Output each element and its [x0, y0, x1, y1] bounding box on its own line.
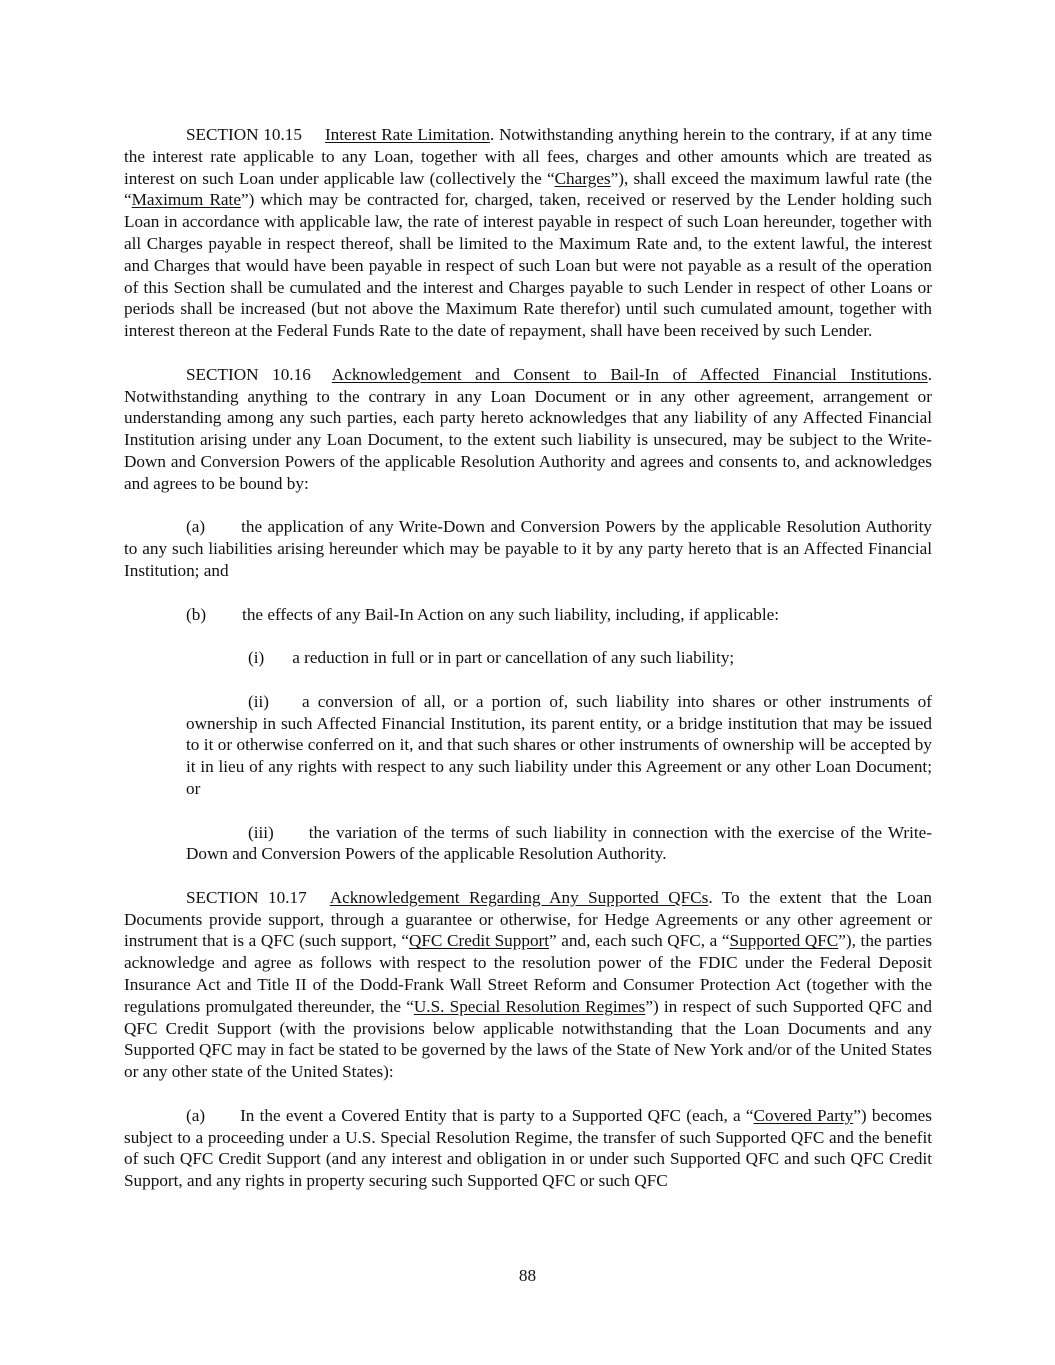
section-number: SECTION 10.15	[186, 125, 302, 144]
clause-b: (b) the effects of any Bail-In Action on any such liability, including, if applicable:	[186, 604, 780, 624]
section-10-16: SECTION 10.16 Acknowledgement and Consent to Bail-In of Affected Financial Institutions. Notwithstanding anything to the contrary in any Loan Document or in any other agreement, arrangement or understanding among any such parties, each party hereto acknowledges that any liability of any Affected Financial Institution arising under any Loan Document, to the extent such liability is unsecured, may be subject to the Write-Down and Conversion Powers of the applicable Resolution Authority and agrees and consents to, and acknowledges and agrees to be bound by:	[124, 364, 932, 493]
defined-term: QFC Credit Support	[408, 931, 550, 951]
section-title: Acknowledgement Regarding Any Supported QFCs	[329, 887, 709, 907]
defined-term: Supported QFC	[729, 931, 839, 951]
clause-iii: (iii) the variation of the terms of such liability in connection with the exercise of the Write-Down and Conversion Powers of the applicable Resolution Authority.	[186, 822, 932, 864]
defined-term: Maximum Rate	[131, 190, 241, 210]
clause-label: (i)	[248, 648, 265, 668]
section-10-17: SECTION 10.17 Acknowledgement Regarding Any Supported QFCs. To the extent that the Loan Documents provide support, through a guarantee or otherwise, for Hedge Agreements or any other agreement or instrument that is a QFC (such support, “QFC Credit Support” and, each such QFC, a “Supported QFC”), the parties acknowledge and agree as follows with respect to the resolution power of the FDIC under the Federal Deposit Insurance Act and Title II of the Dodd-Frank Wall Street Reform and Consumer Protection Act (together with the regulations promulgated thereunder, the “U.S. Special Resolution Regimes”) in respect of such Supported QFC and QFC Credit Support (with the provisions below applicable notwithstanding that the Loan Documents and any Supported QFC may in fact be stated to be governed by the laws of the State of New York and/or of the United States or any other state of the United States):	[124, 887, 933, 1082]
defined-term: Charges	[554, 168, 611, 188]
defined-term: U.S. Special Resolution Regimes	[413, 996, 646, 1016]
section-title: Acknowledgement and Consent to Bail-In of Affected Financial Institutions	[331, 364, 928, 384]
page-number: 88	[518, 1266, 537, 1285]
section-10-17-clause-a: (a) In the event a Covered Entity that is party to a Supported QFC (each, a “Covered Party”) becomes subject to a proceeding under a U.S. Special Resolution Regime, the transfer of such Supported QFC and the benefit of such QFC Credit Support (and any interest and obligation in or under such Supported QFC and such QFC Credit Support, and any rights in property securing such Supported QFC or such QFC	[124, 1105, 932, 1191]
document-page	[124, 124, 932, 1214]
clause-ii: (ii) a conversion of all, or a portion of, such liability into shares or other instruments of ownership in such Affected Financial Institution, its parent entity, or a bridge institution that may be issued to it or otherwise conferred on it, and that such shares or other instruments of ownership will be accepted by it in lieu of any rights with respect to any such liability under this Agreement or any other Loan Document; or	[186, 691, 932, 798]
section-number: SECTION 10.16	[186, 364, 311, 384]
clause-label: (a)	[186, 1105, 206, 1125]
clause-label: (iii)	[248, 822, 274, 842]
clause-label: (b)	[186, 604, 207, 624]
clause-a: (a) the application of any Write-Down and Conversion Powers by the applicable Resolution Authority to any such liabilities arising hereunder which may be payable to it by any party hereto that is an Affected Financial Institution; and	[124, 517, 932, 580]
section-number: SECTION 10.17	[186, 887, 307, 907]
clause-label: (ii)	[248, 691, 269, 711]
section-title: Interest Rate Limitation	[324, 125, 490, 144]
section-10-15: SECTION 10.15 Interest Rate Limitation. Notwithstanding anything herein to the contrary, if at any time the interest rate applicable to any Loan, together with all fees, charges and other amounts which are treated as interest on such Loan under applicable law (collectively the “Charges”), shall exceed the maximum lawful rate (the “Maximum Rate”) which may be contracted for, charged, taken, received or reserved by the Lender holding such Loan in accordance with applicable law, the rate of interest payable in respect of such Loan hereunder, together with all Charges payable in respect thereof, shall be limited to the Maximum Rate and, to the extent lawful, the interest and Charges that would have been payable in respect of such Loan but were not payable as a result of the operation of this Section shall be cumulated and the interest and Charges payable to such Lender in respect of other Loans or periods shall be increased (but not above the Maximum Rate therefor) until such cumulated amount, together with interest thereon at the Federal Funds Rate to the date of repayment, shall have been received by such Lender.	[124, 125, 933, 341]
defined-term: Covered Party	[753, 1105, 854, 1125]
clause-i: (i) a reduction in full or in part or cancellation of any such liability;	[248, 648, 735, 668]
clause-label: (a)	[186, 517, 206, 537]
